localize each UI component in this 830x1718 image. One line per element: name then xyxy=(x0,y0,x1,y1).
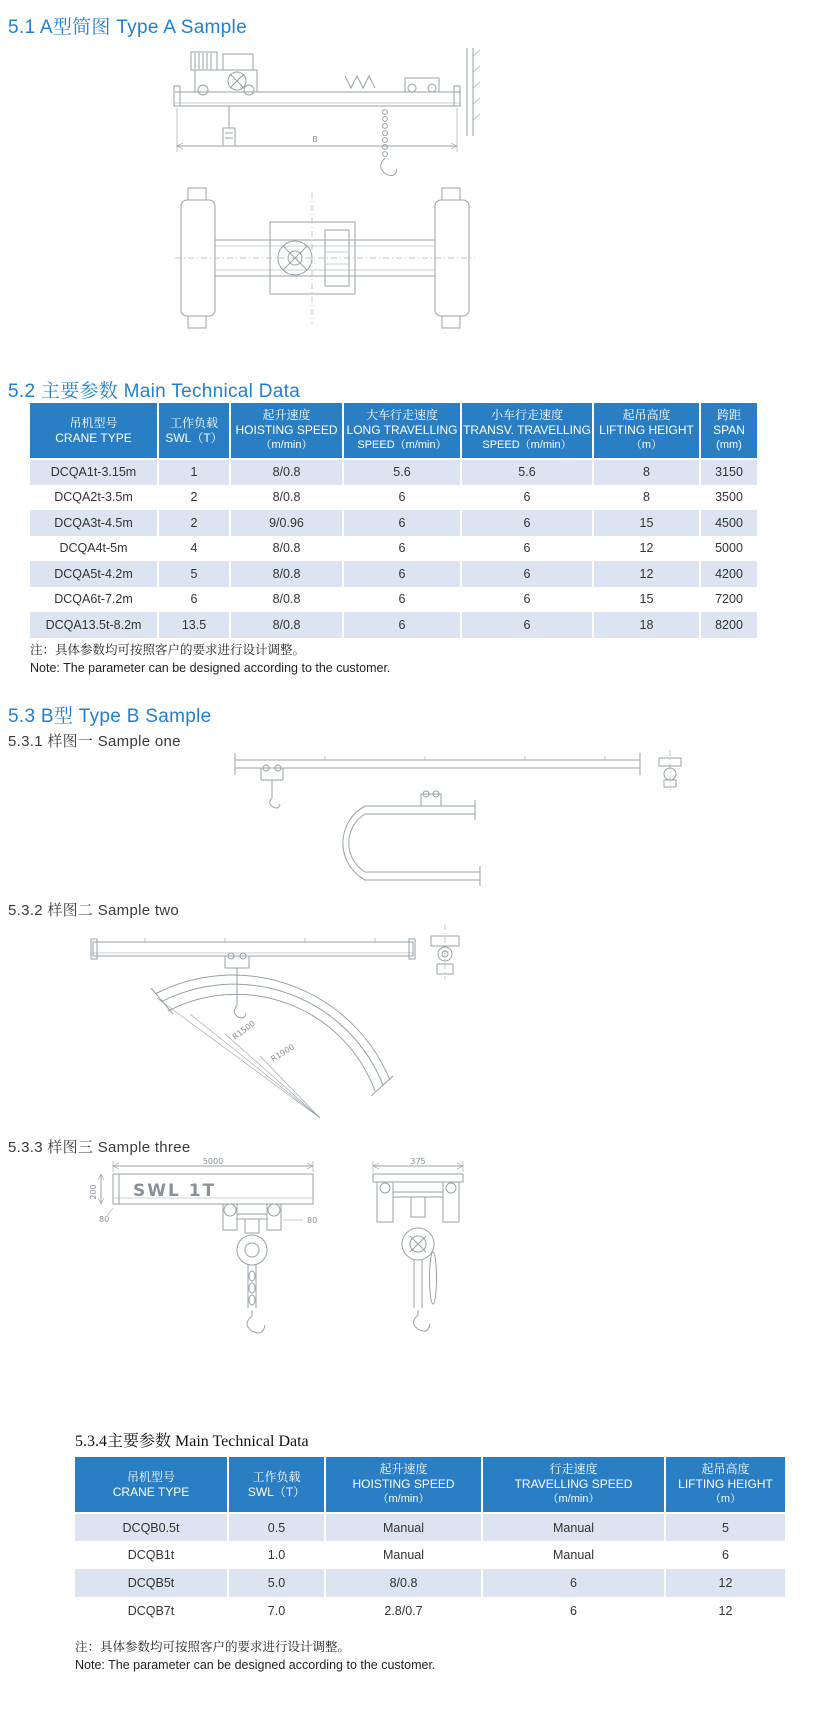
table-cell: DCQB1t xyxy=(127,1548,175,1562)
table-cell: 8 xyxy=(593,459,700,485)
column-header: 工作负载 SWL（T） xyxy=(228,1457,325,1513)
table-cell: DCQB0.5t xyxy=(75,1513,228,1541)
table-cell: 6 xyxy=(482,1597,665,1625)
table-cell: 2 xyxy=(158,485,230,511)
table-cell: 5 xyxy=(158,561,230,587)
table-cell: 5 xyxy=(665,1513,785,1541)
table-row xyxy=(30,612,757,638)
drawing-sample-one xyxy=(175,748,720,886)
swl-marking-label: SWL 1T xyxy=(133,1181,217,1201)
table-cell: 3150 xyxy=(700,459,757,485)
table-cell: 18 xyxy=(593,612,700,638)
table-cell: Manual xyxy=(325,1513,482,1541)
drawing-sample-two xyxy=(85,922,475,1122)
column-header: 行走速度 TRAVELLING SPEED （m/min） xyxy=(482,1457,665,1513)
column-header: 起升速度 HOISTING SPEED （m/min） xyxy=(230,403,343,459)
table-cell: 8/0.8 xyxy=(230,536,343,562)
table-cell: 8/0.8 xyxy=(230,587,343,613)
table-cell: DCQA13.5t-8.2m xyxy=(30,612,158,638)
table-cell: 6 xyxy=(461,587,593,613)
table-cell: DCQA2t-3.5m xyxy=(54,490,133,505)
table-cell: 6 xyxy=(343,510,461,536)
table-cell: 8/0.8 xyxy=(230,459,343,485)
dimension-label-80-right: 80 xyxy=(307,1216,318,1225)
dimension-label-5000: 5000 xyxy=(202,1158,224,1166)
table-cell: 0.5 xyxy=(228,1513,325,1541)
table-cell: DCQA6t-7.2m xyxy=(54,592,133,607)
table-cell: DCQB7t xyxy=(127,1604,175,1618)
note-zh-table-b: 注：具体参数均可按照客户的要求进行设计调整。 xyxy=(75,1640,351,1654)
section-5-3-4-title: 5.3.4主要参数 Main Technical Data xyxy=(75,1433,309,1450)
table-cell: Manual xyxy=(325,1541,482,1569)
table-cell: Manual xyxy=(482,1541,665,1569)
column-header: 小车行走速度 TRANSV. TRAVELLING SPEED（m/min） xyxy=(461,403,593,459)
table-cell: 6 xyxy=(158,587,230,613)
table-cell: 6 xyxy=(343,485,461,511)
section-5-3-1-title: 5.3.1 样图一 Sample one xyxy=(8,733,181,750)
table-cell: 8/0.8 xyxy=(325,1569,482,1597)
table-row xyxy=(75,1597,785,1625)
table-row xyxy=(30,459,757,485)
table-cell: 1.0 xyxy=(228,1541,325,1569)
table-cell: 6 xyxy=(461,510,593,536)
table-cell: 6 xyxy=(343,561,461,587)
column-header: 工作负载 SWL（T） xyxy=(158,403,230,459)
dimension-label-radius-inner: R1500 xyxy=(230,1018,257,1042)
note-en-table-b: Note: The parameter can be designed according to the customer. xyxy=(75,1658,436,1672)
table-cell: 8/0.8 xyxy=(230,561,343,587)
table-cell: 15 xyxy=(593,587,700,613)
section-5-3-title: 5.3 B型 Type B Sample xyxy=(8,706,212,727)
table-cell: DCQB5t xyxy=(75,1569,228,1597)
table-cell: 12 xyxy=(665,1597,785,1625)
table-cell: 7200 xyxy=(700,587,757,613)
column-header: 吊机型号 CRANE TYPE xyxy=(75,1457,228,1513)
table-cell: DCQA5t-4.2m xyxy=(30,561,158,587)
table-cell: 6 xyxy=(665,1541,785,1569)
table-cell: 5000 xyxy=(700,536,757,562)
drawing-sample-three xyxy=(55,1158,495,1353)
table-b-header-row xyxy=(75,1457,785,1513)
table-cell: 6 xyxy=(343,536,461,562)
table-cell: 6 xyxy=(343,612,461,638)
column-header: 起升速度 HOISTING SPEED （m/min） xyxy=(325,1457,482,1513)
note-zh-table-a: 注：具体参数均可按照客户的要求进行设计调整。 xyxy=(30,643,306,657)
column-header: 跨距 SPAN (mm) xyxy=(700,403,757,459)
column-header: 起吊高度 LIFTING HEIGHT （m） xyxy=(593,403,700,459)
table-cell: 6 xyxy=(482,1569,665,1597)
drawing-type-a-plan-view xyxy=(175,182,475,334)
table-row xyxy=(30,485,757,511)
section-5-3-3-title: 5.3.3 样图三 Sample three xyxy=(8,1139,191,1156)
main-technical-data-table-b xyxy=(75,1457,785,1625)
note-en-table-a: Note: The parameter can be designed according to the customer. xyxy=(30,661,391,675)
table-cell: 8/0.8 xyxy=(230,485,343,511)
table-cell: 2 xyxy=(158,510,230,536)
table-cell: 6 xyxy=(461,561,593,587)
column-header: 吊机型号 CRANE TYPE xyxy=(30,403,158,459)
table-row xyxy=(75,1541,785,1569)
dimension-label-80-left: 80 xyxy=(99,1215,110,1224)
table-cell: DCQA3t-4.5m xyxy=(30,510,158,536)
table-cell: 7.0 xyxy=(228,1597,325,1625)
section-5-3-2-title: 5.3.2 样图二 Sample two xyxy=(8,902,180,919)
table-row xyxy=(30,510,757,536)
table-cell: 4500 xyxy=(700,510,757,536)
table-cell: 8/0.8 xyxy=(230,612,343,638)
table-cell: 15 xyxy=(593,510,700,536)
table-cell: 6 xyxy=(461,485,593,511)
table-cell: 5.6 xyxy=(461,459,593,485)
drawing-type-a-front-view xyxy=(165,40,485,178)
dimension-label-200: 200 xyxy=(89,1184,98,1200)
main-technical-data-table-a xyxy=(30,403,757,638)
table-row xyxy=(75,1569,785,1597)
table-cell: 6 xyxy=(461,536,593,562)
column-header: 起吊高度 LIFTING HEIGHT （m） xyxy=(665,1457,785,1513)
column-header: 大车行走速度 LONG TRAVELLING SPEED（m/min） xyxy=(343,403,461,459)
table-cell: 12 xyxy=(593,536,700,562)
table-row xyxy=(30,536,757,562)
table-cell: 4200 xyxy=(700,561,757,587)
dimension-label-375: 375 xyxy=(410,1158,426,1166)
table-cell: 4 xyxy=(158,536,230,562)
table-cell: 8200 xyxy=(700,612,757,638)
table-row xyxy=(75,1513,785,1541)
table-cell: 12 xyxy=(665,1569,785,1597)
dimension-label-radius-outer: R1900 xyxy=(269,1042,297,1064)
table-cell: 9/0.96 xyxy=(230,510,343,536)
table-cell: 5.0 xyxy=(228,1569,325,1597)
table-row xyxy=(30,587,757,613)
table-cell: 13.5 xyxy=(158,612,230,638)
table-cell: 6 xyxy=(343,587,461,613)
table-cell: 5.6 xyxy=(343,459,461,485)
table-cell: DCQA4t-5m xyxy=(59,541,128,556)
table-row xyxy=(30,561,757,587)
table-cell: Manual xyxy=(482,1513,665,1541)
table-cell: 12 xyxy=(593,561,700,587)
table-cell: 3500 xyxy=(700,485,757,511)
section-5-1-title: 5.1 A型简图 Type A Sample xyxy=(8,17,247,38)
table-cell: 2.8/0.7 xyxy=(325,1597,482,1625)
table-cell: 1 xyxy=(158,459,230,485)
table-cell: 6 xyxy=(461,612,593,638)
dimension-label-span-b: B xyxy=(312,135,318,144)
table-cell: DCQA1t-3.15m xyxy=(30,459,158,485)
section-5-2-title: 5.2 主要参数 Main Technical Data xyxy=(8,381,301,402)
table-a-header-row xyxy=(30,403,757,459)
table-cell: 8 xyxy=(593,485,700,511)
